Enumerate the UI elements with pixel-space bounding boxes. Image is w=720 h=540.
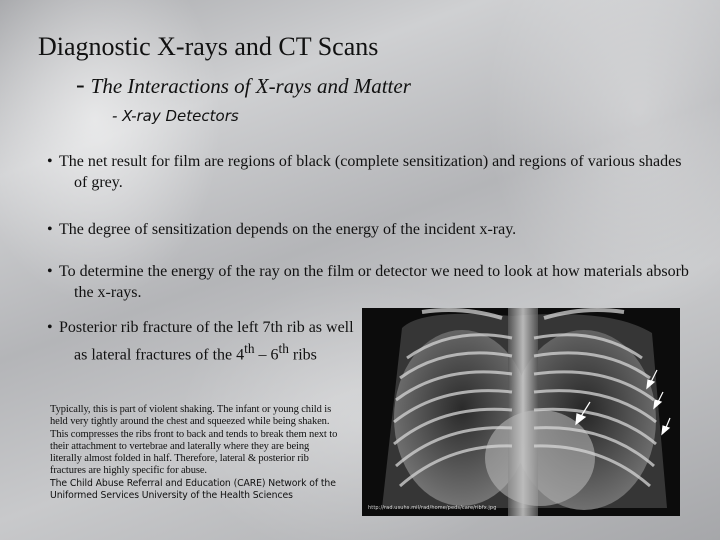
image-source-url: http://rad.usuhs.mil/rad/home/peds/care/ribfx.jpg [368, 505, 497, 511]
xray-caption [50, 404, 340, 502]
chest-xray-image [362, 308, 680, 516]
rib-text-sup1: th [244, 341, 255, 356]
bullet-item [38, 151, 694, 193]
slide-subtitle [76, 72, 411, 99]
caption-text: Typically, this is part of violent shaking. The infant or young child is held very tightly around the chest and squeezed while being shaken. This compresses the ribs front to back and tends to break them next to their attachment to vertebrae and laterally where they are being literally almost folded in half. Therefore, lateral & posterior rib fractures are highly specific for abuse. [50, 404, 338, 477]
caption-credit: The Child Abuse Referral and Education (CARE) Network of the Uniformed Services University of the Health Sciences [50, 477, 336, 501]
bullet-text: The degree of sensitization depends on the energy of the incident x-ray. [59, 221, 517, 238]
bullet-glyph: • [47, 153, 53, 170]
slide-title: Diagnostic X-rays and CT Scans [38, 32, 379, 61]
xray-illustration [362, 308, 680, 516]
bullet-glyph: • [47, 319, 53, 336]
bullet-glyph: • [47, 263, 53, 280]
bullet-item [38, 261, 694, 303]
bullet-text: The net result for film are regions of black (complete sensitization) and regions of various shades of grey. [59, 153, 682, 191]
rib-text-pre: Posterior rib fracture of the left 7th rib as well as lateral fractures of the 4 [59, 319, 354, 364]
rib-text-post: ribs [288, 346, 317, 364]
rib-text-mid: – 6 [254, 346, 279, 364]
rib-text-sup2: th [278, 341, 289, 356]
bullet-glyph: • [47, 221, 53, 238]
bullet-item [38, 219, 694, 240]
bullet-text: To determine the energy of the ray on the film or detector we need to look at how materials absorb the x-rays. [59, 263, 689, 301]
subtitle-dash: - [76, 70, 85, 99]
bullet-item-rib-fracture [38, 317, 364, 365]
subtitle-text: The Interactions of X-rays and Matter [90, 74, 411, 98]
slide-subsubtitle: - X-ray Detectors [112, 107, 239, 125]
